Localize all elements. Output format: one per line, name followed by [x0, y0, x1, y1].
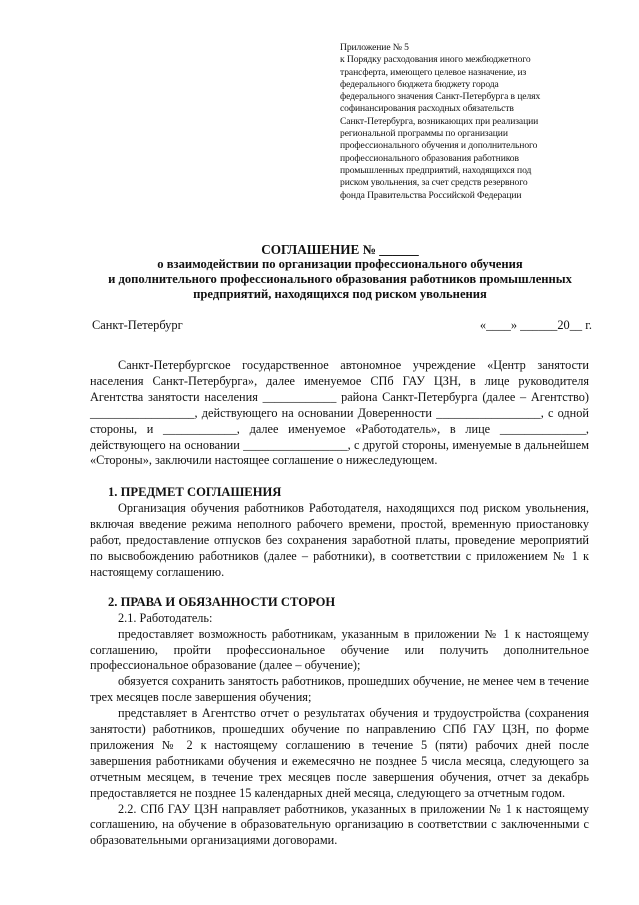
title-line: о взаимодействии по организации профессионального обучения — [157, 257, 523, 271]
appendix-line: Санкт-Петербурга, возникающих при реализации — [340, 115, 539, 127]
place-date-row — [92, 318, 592, 333]
date-placeholder: «____» ______20__ г. — [479, 318, 592, 332]
appendix-line: риском увольнения, за счет средств резервного — [340, 177, 528, 189]
title-number: СОГЛАШЕНИЕ № ______ — [261, 242, 419, 257]
agreement-title — [80, 242, 600, 302]
appendix-line: Приложение № 5 — [340, 42, 409, 53]
appendix-line: федерального бюджета бюджету города — [340, 78, 499, 90]
title-line: и дополнительного профессионального образования работников промышленных — [108, 272, 572, 286]
appendix-line: профессионального образования работников — [340, 152, 519, 164]
clause-2-1-heading: 2.1. Работодатель: — [118, 610, 213, 625]
appendix-line: фонда Правительства Российской Федерации — [340, 189, 522, 201]
appendix-line: трансферта, имеющего целевое назначение, из — [340, 66, 527, 78]
appendix-line: софинансирования расходных обязательств — [340, 103, 514, 115]
section-1-text: Организация обучения работников Работодателя, находящихся под риском увольнения, включая введение режима неполного рабочего времени, простой, временную приостановку работ, предоставление отпусков без сохранения заработной платы, проведение мероприятий по высвобождению работников (далее – работники), в соответствии с приложением № 1 к настоящему соглашению. — [90, 501, 589, 579]
place-text: Санкт-Петербург — [92, 318, 183, 332]
agreement-body — [90, 358, 589, 849]
appendix-note — [340, 42, 580, 202]
title-line: предприятий, находящихся под риском увольнения — [193, 287, 487, 301]
clause-2-1-b: обязуется сохранить занятость работников, прошедших обучение, не менее чем в течение трех месяцев после завершения обучения; — [90, 674, 589, 705]
appendix-line: федерального значения Санкт-Петербурга в целях — [340, 91, 541, 103]
appendix-line: к Порядку расходования иного межбюджетного — [340, 54, 531, 66]
preamble-paragraph: Санкт-Петербургское государственное автономное учреждение «Центр занятости населения Санкт-Петербурга», далее именуемое СПб ГАУ ЦЗН, в лице руководителя Агентства занятости населения ____________ района Санкт-Петербурга (далее – Агентство) _________________, действующего на основании Доверенности _________________, с одной стороны, и ____________, далее именуемое «Работодатель», в лице ______________, действующего на основании _________________, с другой стороны, именуемые в дальнейшем «Стороны», заключили настоящее соглашение о нижеследующем. — [90, 358, 589, 468]
appendix-line: профессионального обучения и дополнительного — [340, 140, 538, 152]
section-2-heading: 2. ПРАВА И ОБЯЗАННОСТИ СТОРОН — [108, 594, 336, 609]
clause-2-1-c: представляет в Агентство отчет о результатах обучения и трудоустройства (сохранения занятости) работников, прошедших обучение по направлению СПб ГАУ ЦЗН, по форме приложения № 2 к настоящему соглашению в течение 5 (пяти) рабочих дней после завершения работниками обучения и ежемесячно не позднее 5 числа месяца, следующего за отчетным месяцем, в течение трех месяцев после завершения обучения, отчет за декабрь предоставляется не позднее 15 календарных дней месяца, следующего за отчетным годом. — [90, 706, 589, 800]
appendix-line: региональной программы по организации — [340, 128, 508, 140]
section-1-heading: 1. ПРЕДМЕТ СОГЛАШЕНИЯ — [108, 485, 282, 500]
clause-2-2: 2.2. СПб ГАУ ЦЗН направляет работников, указанных в приложении № 1 к настоящему соглашению, на обучение в образовательную организацию в соответствии с заключенными с образовательными организациями договорами. — [90, 801, 589, 848]
appendix-line: промышленных предприятий, находящихся под — [340, 164, 532, 176]
clause-2-1-a: предоставляет возможность работникам, указанным в приложении № 1 к настоящему соглашению, пройти профессиональное обучение или получить дополнительное профессиональное образование (далее – обучение); — [90, 626, 589, 673]
